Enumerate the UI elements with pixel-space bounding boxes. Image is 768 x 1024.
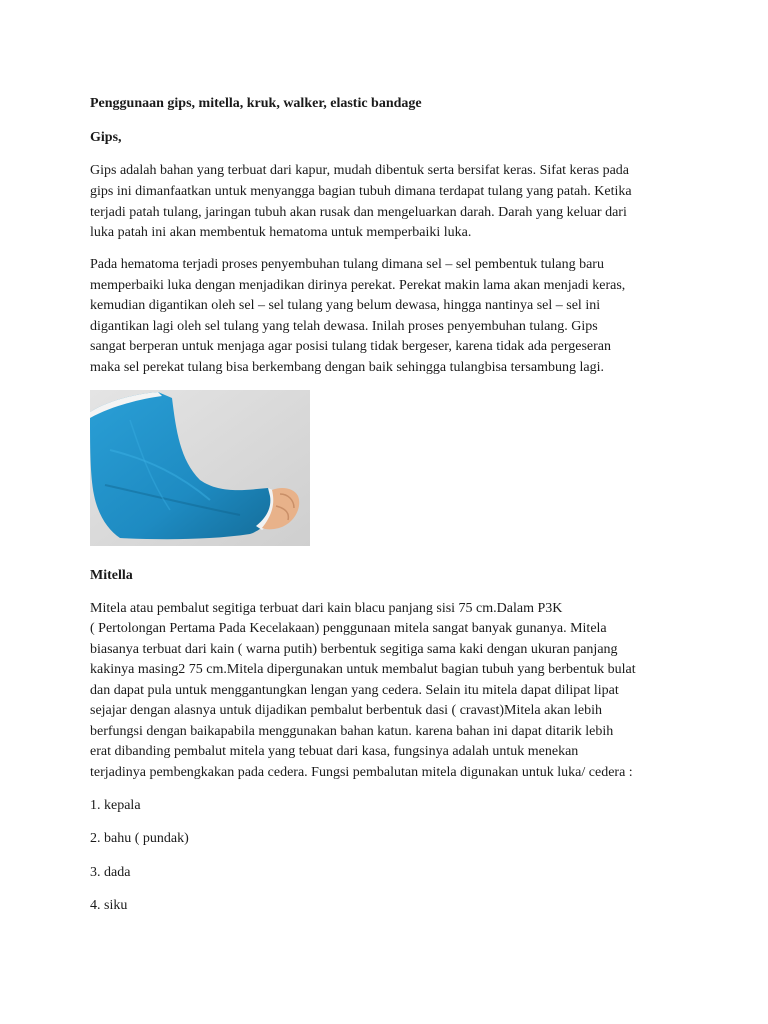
- list-item: 4. siku: [90, 898, 128, 913]
- paragraph-line: luka patah ini akan membentuk hematoma untuk memperbaiki luka.: [90, 225, 472, 240]
- paragraph-line: sejajar dengan alasnya untuk dijadikan pembalut berbentuk dasi ( cravast)Mitela akan lebih: [90, 703, 602, 718]
- paragraph-line: kemudian digantikan oleh sel – sel tulang yang belum dewasa, hingga nantinya sel – sel ini: [90, 298, 601, 313]
- paragraph-line: terjadinya pembengkakan pada cedera. Fungsi pembalutan mitela digunakan untuk luka/ cedera :: [90, 765, 633, 780]
- paragraph-line: digantikan lagi oleh sel tulang yang telah dewasa. Inilah proses penyembuhan tulang. Gips: [90, 319, 598, 334]
- paragraph-line: erat dibanding pembalut mitela yang tebuat dari kasa, fungsinya adalah untuk menekan: [90, 744, 579, 759]
- list-item: 2. bahu ( pundak): [90, 831, 189, 846]
- paragraph-line: terjadi patah tulang, jaringan tubuh akan rusak dan mengeluarkan darah. Darah yang keluar dari: [90, 205, 627, 220]
- paragraph-line: memperbaiki luka dengan menjadikan dirinya perekat. Perekat makin lama akan menjadi keras,: [90, 278, 626, 293]
- document-title: Penggunaan gips, mitella, kruk, walker, elastic bandage: [90, 96, 422, 111]
- paragraph-line: Mitela atau pembalut segitiga terbuat dari kain blacu panjang sisi 75 cm.Dalam P3K: [90, 601, 563, 616]
- paragraph-line: gips ini dimanfaatkan untuk menyangga bagian tubuh dimana terdapat tulang yang patah. Ketika: [90, 184, 632, 199]
- list-item: 3. dada: [90, 865, 131, 880]
- section-heading-mitella: Mitella: [90, 568, 133, 583]
- paragraph-line: biasanya terbuat dari kain ( warna putih) berbentuk segitiga sama kaki dengan ukuran panjang: [90, 642, 618, 657]
- section-heading-gips: Gips,: [90, 130, 122, 145]
- paragraph-line: dan dapat pula untuk menggantungkan lengan yang cedera. Selain itu mitela dapat dilipat lipat: [90, 683, 619, 698]
- paragraph-line: Gips adalah bahan yang terbuat dari kapur, mudah dibentuk serta bersifat keras. Sifat keras pada: [90, 163, 630, 178]
- paragraph-line: maka sel perekat tulang bisa berkembang dengan baik sehingga tulangbisa tersambung lagi.: [90, 360, 604, 375]
- paragraph-line: Pada hematoma terjadi proses penyembuhan tulang dimana sel – sel pembentuk tulang baru: [90, 257, 604, 272]
- cast-photo: [90, 390, 310, 546]
- paragraph-line: ( Pertolongan Pertama Pada Kecelakaan) penggunaan mitela sangat banyak gunanya. Mitela: [90, 621, 607, 636]
- list-item: 1. kepala: [90, 798, 141, 813]
- paragraph-line: kakinya masing2 75 cm.Mitela dipergunakan untuk membalut bagian tubuh yang berbentuk bulat: [90, 662, 636, 677]
- foot-cast-illustration: [90, 390, 310, 546]
- paragraph-line: berfungsi dengan baikapabila menggunakan bahan katun. karena bahan ini dapat ditarik lebih: [90, 724, 614, 739]
- paragraph-line: sangat berperan untuk menjaga agar posisi tulang tidak bergeser, karena tidak ada pergeseran: [90, 339, 611, 354]
